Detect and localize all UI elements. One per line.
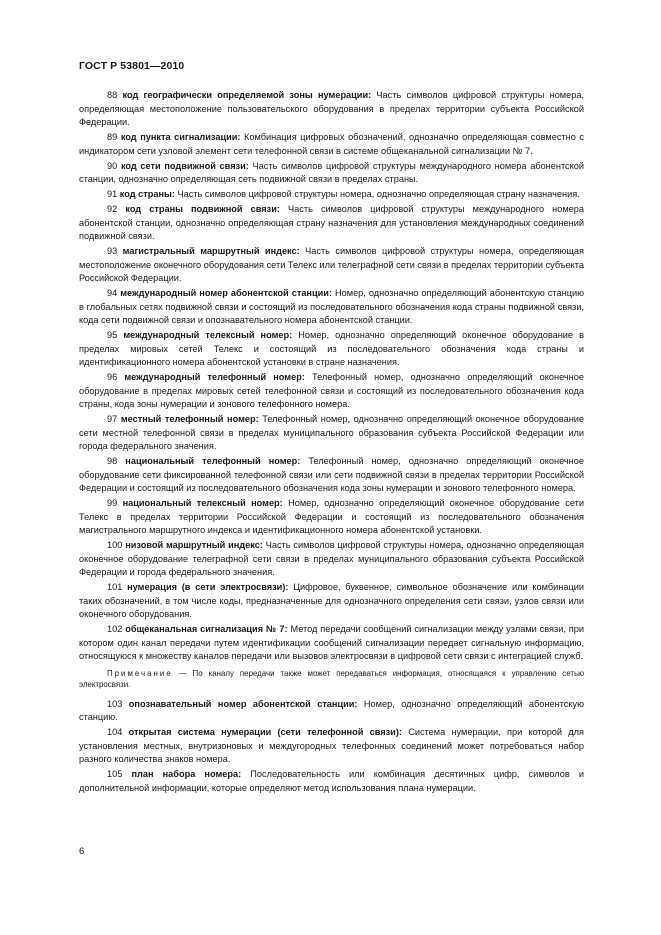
entry-definition: Часть символов цифровой структуры номера, однозначно определяющая оконечное оборудование телеграфной сети связи в пределах муниципального образования субъекта Российской Федерации и города федерального значения. bbox=[79, 540, 584, 577]
definition-entry bbox=[79, 726, 584, 767]
entry-definition: Часть символов цифровой структуры международного номера абонентской станции, однозначно определяющая страну назначения для установления международных соединений подвижной связи. bbox=[79, 204, 584, 241]
entry-number: 92 bbox=[107, 204, 118, 214]
entry-term: общеканальная сигнализация № 7: bbox=[125, 624, 288, 634]
entry-number: 103 bbox=[107, 698, 123, 709]
entry-definition: Номер, однозначно определяющий абонентскую станцию. bbox=[79, 698, 584, 722]
definition-entry bbox=[79, 768, 584, 795]
entry-term: международный номер абонентской станции: bbox=[120, 288, 332, 298]
definition-entry bbox=[79, 497, 584, 538]
entry-definition: Телефонный номер, однозначно определяющий оконечное оборудование сети местной телефонной связи в пределах муниципального образования субъекта Российской Федерации или города федерального значения. bbox=[79, 414, 585, 451]
entry-definition: Часть символов цифровой структуры номера, однозначно определяющая страну назначения. bbox=[177, 189, 580, 199]
entry-definition: Часть символов цифровой структуры номера, определяющая местоположение пользовательского оборудования в пределах территории субъекта Российской Федерации. bbox=[79, 90, 584, 127]
entry-term: нумерация (в сети электросвязи): bbox=[127, 582, 289, 592]
entry-definition: Последовательность или комбинация десятичных цифр, символов и дополнительной информации, которые определяют метод использования плана нумерации. bbox=[79, 769, 584, 793]
entry-term: местный телефонный номер: bbox=[120, 414, 259, 424]
entry-number: 102 bbox=[107, 624, 123, 634]
entries-list-continued bbox=[79, 698, 584, 796]
entry-term: опознавательный номер абонентской станции: bbox=[128, 698, 358, 709]
entry-term: код сети подвижной связи: bbox=[120, 160, 249, 171]
entries-list bbox=[79, 89, 584, 664]
entry-term: национальный телексный номер: bbox=[122, 498, 283, 508]
note-label: Примечание bbox=[107, 668, 173, 678]
entry-term: код пункта сигнализации: bbox=[120, 132, 241, 142]
entry-definition: Часть символов цифровой структуры международного номера абонентской станции, однозначно определяющая сеть подвижной связи в пределах страны. bbox=[79, 160, 585, 184]
entry-definition: Система нумерации, при которой для установления местных, внутризоновых и междугородных телефонных соединений может потребоваться набор разного количества знаков номера. bbox=[79, 727, 584, 764]
entry-number: 98 bbox=[107, 456, 118, 466]
entry-number: 88 bbox=[107, 90, 118, 100]
entry-number: 93 bbox=[107, 246, 118, 256]
entry-definition: Комбинация цифровых обозначений, однозначно определяющая совместно с индикатором сети узловой элемент сети телефонной связи в системе общеканальной сигнализации № 7. bbox=[79, 132, 584, 156]
entry-term: международный телексный номер: bbox=[123, 330, 293, 340]
definition-entry bbox=[79, 245, 584, 286]
definition-entry bbox=[79, 413, 584, 454]
entry-definition: Часть символов цифровой структуры номера, определяющая местоположение оконечного оборудования сети Телекс или телеграфной сети связи в пределах территории субъекта Российской Федерации. bbox=[79, 246, 584, 283]
entry-number: 97 bbox=[107, 414, 118, 424]
entry-definition: Номер, однозначно определяющий оконечное оборудование сети Телекс в пределах территории Российской Федерации и состоящий из последовательного обозначения магистрального маршрутного индекса и идентификационного номера абонентской установки. bbox=[79, 498, 584, 535]
entry-number: 94 bbox=[107, 288, 118, 298]
entry-definition: Метод передачи сообщений сигнализации между узлами связи, при котором один канал передачи путем идентификации сообщений сигнализации передает сигнальную информацию, относящуюся к множеству каналов передачи или вызовов электросвязи в цифровой сети связи с интеграцией служб. bbox=[79, 624, 585, 661]
note bbox=[79, 668, 584, 691]
entry-number: 99 bbox=[107, 498, 118, 508]
entry-term: код географически определяемой зоны нумерации: bbox=[122, 90, 372, 100]
definition-entry bbox=[79, 581, 584, 622]
entry-number: 105 bbox=[107, 769, 123, 779]
entry-definition: Номер, однозначно определяющий оконечное оборудование в пределах мировых сетей Телекс и состоящий из последовательного обозначения кода страны и идентификационного номера абонентской установки в стране назначения. bbox=[79, 330, 584, 367]
definition-entry bbox=[79, 287, 584, 328]
definition-entry bbox=[79, 131, 584, 158]
definition-entry bbox=[79, 371, 584, 412]
entry-term: национальный телефонный номер: bbox=[125, 456, 301, 466]
definition-entry bbox=[79, 539, 584, 580]
entry-number: 101 bbox=[107, 582, 123, 592]
entry-definition: Телефонный номер, однозначно определяющий оконечное оборудование в пределах мировых сетей телефонной связи и состоящий из последовательного обозначения кода страны, кода зоны нумерации и зонового телефонного номера. bbox=[79, 372, 584, 409]
document-body bbox=[79, 89, 584, 797]
definition-entry bbox=[79, 455, 584, 496]
entry-term: международный телефонный номер: bbox=[124, 372, 305, 382]
entry-number: 91 bbox=[107, 189, 118, 199]
entry-term: магистральный маршрутный индекс: bbox=[122, 246, 300, 256]
entry-number: 95 bbox=[107, 330, 118, 340]
entry-number: 89 bbox=[107, 132, 118, 142]
entry-term: код страны подвижной связи: bbox=[125, 204, 280, 214]
entry-number: 90 bbox=[107, 160, 118, 171]
entry-definition: Цифровое, буквенное, символьное обозначение или комбинации таких обозначений, в том числе коды, предназначенные для однозначного определения сети связи, узлов связи или оконечного оборудования. bbox=[79, 582, 584, 619]
note-text: — По каналу передачи также может передаваться информация, относящаяся к управлению сетью электросвязи. bbox=[79, 668, 584, 689]
definition-entry bbox=[79, 203, 584, 244]
entry-number: 100 bbox=[107, 540, 123, 550]
entry-definition: Номер, однозначно определяющий абонентскую станцию в глобальных сетях подвижной связи и состоящий из последовательного обозначения кода страны подвижной связи, кода сети подвижной связи и опознавательного номера абонентской станции. bbox=[79, 288, 584, 325]
entry-term: код страны: bbox=[119, 189, 175, 199]
entry-definition: Телефонный номер, однозначно определяющий оконечное оборудование сети фиксированной телефонной связи или сети подвижной связи в пределах территории Российской Федерации и состоящий из последовательного обозначения кода зоны нумерации и зонового телефонного номера. bbox=[79, 456, 584, 493]
definition-entry bbox=[79, 89, 584, 130]
page-number: 6 bbox=[79, 846, 85, 857]
entry-term: план набора номера: bbox=[131, 769, 242, 779]
definition-entry bbox=[79, 698, 584, 725]
definition-entry bbox=[79, 160, 584, 187]
document-header: ГОСТ Р 53801—2010 bbox=[79, 60, 185, 72]
definition-entry bbox=[79, 623, 584, 664]
entry-term: низовой маршрутный индекс: bbox=[125, 540, 263, 550]
entry-number: 104 bbox=[107, 727, 123, 737]
entry-number: 96 bbox=[107, 372, 118, 382]
entry-term: открытая система нумерации (сети телефонной связи): bbox=[128, 727, 402, 737]
definition-entry bbox=[79, 188, 584, 202]
definition-entry bbox=[79, 329, 584, 370]
